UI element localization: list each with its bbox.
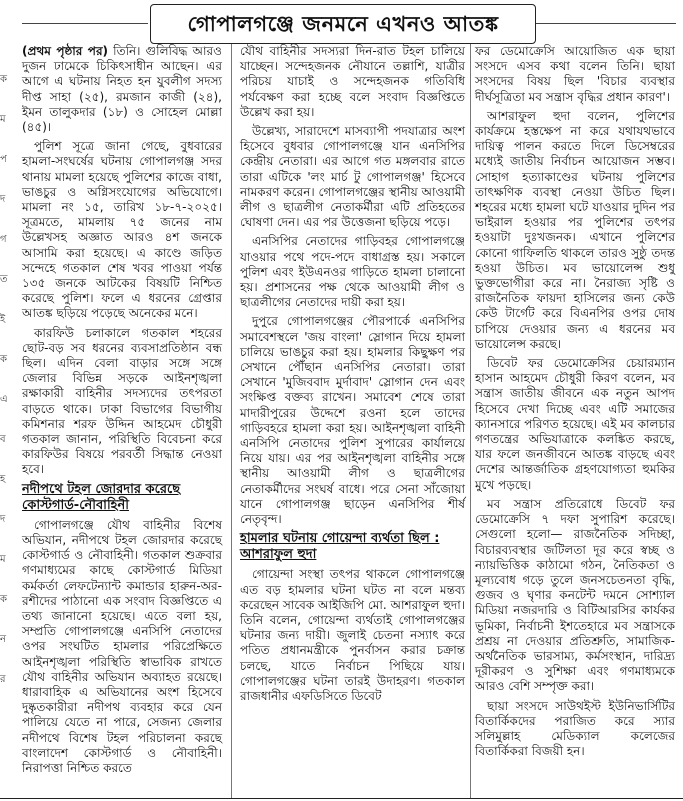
paragraph: এনসিপির নেতাদের গাড়িবহর গোপালগঞ্জে যাওয়ার পথে পদে-পদে বাধাগ্রস্ত হয়। সকালে পুলিশ এবং ইউএনওর গাড়িতে হামলা চালানো হয়। প্রশাসনের পক্ষ থেকে আওয়ামী লীগ ও ছাত্রলীগের নেতাদের দায়ী করা হয়। xyxy=(240,234,465,310)
subheading-line: আশরাফুল হুদা xyxy=(240,547,317,563)
edge-fragment: ব xyxy=(0,434,6,445)
paragraph: দুপুরে গোপালগঞ্জের পৌরপার্কে এনসিপির সমাবেশস্থলে 'জয় বাংলা' স্লোগান দিয়ে হামলা চালিয়ে ভাঙচুর করা হয়। হামলার কিছুক্ষণ পর সেখানে পৌঁছান এনসিপির নেতারা। তারা সেখানে 'মুজিববাদ মুর্দাবাদ' স্লোগান দেন এবং সংক্ষিপ্ত বক্তব্য রাখেন। সমাবেশ শেষে তারা মাদারীপুরের উদ্দেশে রওনা হলে তাদের গাড়িবহরে হামলা করা হয়। আইনশৃঙ্খলা বাহিনী এনসিপি নেতাদের পুলিশ সুপারের কার্যালয়ে নিয়ে যায়। এর পর আইনশৃঙ্খলা বাহিনীর সঙ্গে স্থানীয় আওয়ামী লীগ ও ছাত্রলীগের নেতাকর্মীদের সংঘর্ষ বাধে। পরে সেনা সাঁজোয়া যানে গোপালগঞ্জ ছাড়েন এনসিপির শীর্ষ নেতৃবৃন্দ। xyxy=(240,314,465,527)
edge-fragment: ক xyxy=(0,354,7,365)
paragraph: ফর ডেমোক্রেসি আয়োজিত এক ছায়া সংসদে এসব কথা বলেন তিনি। ছায়া সংসদের বিষয় ছিল 'বিচার ব্যবস্থার দীর্ঘসূত্রিতা মব সন্ত্রাস বৃদ্ধির প্রধান কারণ'। xyxy=(475,44,675,104)
column-divider-1 xyxy=(231,44,232,799)
edge-fragment: দ xyxy=(0,514,6,525)
edge-fragment: গ xyxy=(0,234,7,245)
paragraph: পুলিশ সূত্রে জানা গেছে, বুধবারের হামলা-সংঘর্ষের ঘটনায় গোপালগঞ্জ সদর থানায় মামলা হয়েছে পুলিশের কাজে বাধা, ভাঙচুর ও অগ্নিসংযোগের অভিযোগে। মামলা নং ১৫, তারিখ ১৮-৭-২০২৫। সূত্রমতে, মামলায় ৭৫ জনের নাম উল্লেখসহ অজ্ঞাত আরও ৪শ জনকে আসামি করা হয়েছে। এ কাণ্ডে জড়িত সন্দেহে গতকাল শেষ খবর পাওয়া পর্যন্ত ১৩৫ জনকে আটকের বিষয়টি নিশ্চিত করেছে পুলিশ। ফলে এ ধরনের গ্রেপ্তার আতঙ্ক ছড়িয়ে পড়েছে অনেকের মনে। xyxy=(22,139,222,321)
paragraph: গোয়েন্দা সংস্থা তৎপর থাকলে গোপালগঞ্জে এত বড় হামলার ঘটনা ঘটত না বলে মন্তব্য করেছেন সাবেক আইজিপি মো. আশরাফুল হুদা। তিনি বলেন, গোয়েন্দা ব্যর্থতাই গোপালগঞ্জের ঘটনার জন্য দায়ী। জুলাই চেতনা নস্যাৎ করে পতিত প্রধানমন্ত্রীকে পুনর্বাসন করার চক্রান্ত চলছে, যাতে নির্বাচন পিছিয়ে যায়। গোপালগঞ্জের ঘটনা তারই উদাহরণ। গতকাল রাজধানীর এফডিসিতে ডিবেট xyxy=(240,567,465,703)
headline-rule-left xyxy=(22,23,148,24)
paragraph-text: তিনি। গুলিবিদ্ধ আরও দুজন ঢামেকে চিকিৎসাধীন আছেন। এর আগে এ ঘটনায় নিহত হন যুবলীগ সদস্য দীপ্ত সাহা (২৫), রমজান কাজী (২৪), ইমন তালুকদার (১৮) ও সোহেল মোল্লা (৪৫)। xyxy=(22,44,222,135)
bottom-rule xyxy=(0,798,683,799)
column-divider-2 xyxy=(470,44,471,799)
edge-fragment: ক xyxy=(0,74,7,85)
paragraph: যৌথ বাহিনীর সদস্যরা দিন-রাত টহল চালিয়ে যাচ্ছেন। সন্দেহজনক নৌযানে তল্লাশি, যাত্রীর পরিচয় যাচাই ও সন্দেহজনক গতিবিধি পর্যবেক্ষণ করা হচ্ছে বলে সংবাদ বিজ্ঞপ্তিতে উল্লেখ করা হয়। xyxy=(240,44,465,119)
edge-fragment: ই xyxy=(0,314,6,325)
headline-rule-right xyxy=(536,23,676,24)
paragraph: ডিবেট ফর ডেমোক্রেসির চেয়ারম্যান হাসান আহমেদ চৌধুরী কিরণ বলেন, মব সন্ত্রাস জাতীয় জীবনে এক নতুন আপদ হিসেবে দেখা দিচ্ছে এবং এটি সমাজের ক্যানসারে পরিণত হয়েছে। এই মব কালচার গণতন্ত্রের অভিযাত্রাকে কলঙ্কিত করছে, যার ফলে জনজীবনে আতঙ্ক বাড়ছে এবং দেশের আন্তর্জাতিক গ্রহণযোগ্যতা হুমকির মুখে পড়ছে। xyxy=(475,356,675,492)
edge-fragment: ক xyxy=(0,594,7,605)
subheading-line: কোস্টগার্ড-নৌবাহিনী xyxy=(22,497,129,513)
continuation-lead: (প্রথম পৃষ্ঠার পর) xyxy=(22,44,109,58)
paragraph: ছায়া সংসদে সাউথইস্ট ইউনিভার্সিটির বিতার্কিকদের পরাজিত করে স্যার সলিমুল্লাহ মেডিক্যাল কলেজের বিতার্কিকরা বিজয়ী হন। xyxy=(475,698,675,759)
edge-fragment: ত xyxy=(0,274,8,285)
paragraph: মব সন্ত্রাস প্রতিরোধে ডিবেট ফর ডেমোক্রেসি ৭ দফা সুপারিশ করেছে। সেগুলো হলো— রাজনৈতিক সদিচ্ছা, বিচারব্যবস্থার জটিলতা দূর করে স্বচ্ছ ও ন্যায়ভিত্তিক কাঠামো গঠন, নৈতিকতা ও মূল্যবোধ গড়ে তুলে জনসচেতনতা বৃদ্ধি, গুজব ও ঘৃণার কনটেন্ট দমনে সোশ্যাল মিডিয়া নজরদারি ও বিটিআরসির কার্যকর ভূমিকা, নির্বাচনী ইশতেহারে মব সন্ত্রাসকে প্রশ্রয় না দেওয়ার প্রতিশ্রুতি, সামাজিক-অর্থনৈতিক ভারসাম্য, কর্মসংস্থান, দারিদ্র্য দূরীকরণ ও সুশিক্ষা এবং গণমাধ্যমকে আরও বেশি সম্পৃক্ত করা। xyxy=(475,496,675,694)
headline: গোপালগঞ্জে জনমনে এখনও আতঙ্ক xyxy=(150,4,536,44)
edge-fragment: দ xyxy=(0,194,6,205)
edge-fragment: হ xyxy=(0,474,6,485)
paragraph: আশরাফুল হুদা বলেন, পুলিশের কার্যক্রমে হস্তক্ষেপ না করে যথাযথভাবে দায়িত্ব পালন করতে দিলে ডিসেম্বরের মধ্যেই জাতীয় নির্বাচন আয়োজন সম্ভব। সোহাগ হত্যাকাণ্ডের ঘটনায় পুলিশের তাৎক্ষণিক ব্যবস্থা নেওয়া উচিত ছিল। শহরের মধ্যে হামলা ঘটে যাওয়ার দুদিন পর ভাইরাল হওয়ার পর পুলিশের তৎপর হওয়াটা দুঃখজনক। এখানে পুলিশের কোনো গাফিলতি থাকলে তারও সুষ্ঠু তদন্ত হওয়া উচিত। মব ভায়োলেন্স শুধু ভুক্তভোগীরা করে না। নৈরাজ্য সৃষ্টি ও রাজনৈতিক ফায়দা হাসিলের জন্য কেউ কেউ টার্গেট করে বিএনপির ওপর দোষ চাপিয়ে দেওয়ার জন্য এ ধরনের মব ভায়োলেন্স করছে। xyxy=(475,108,675,351)
subheading-coastguard xyxy=(22,482,222,514)
article-column-1 xyxy=(22,44,222,780)
edge-fragment: প xyxy=(0,154,7,165)
left-edge-fragments xyxy=(0,60,8,700)
paragraph xyxy=(22,44,222,135)
edge-fragment: ম xyxy=(0,554,6,565)
article-column-3 xyxy=(475,44,675,763)
subheading-line: হামলার ঘটনায় গোয়েন্দা ব্যর্থতা ছিল : xyxy=(240,531,440,547)
paragraph: কারফিউ চলাকালে গতকাল শহরের ছোট-বড় সব ধরনের ব্যবসাপ্রতিষ্ঠান বন্ধ ছিল। এদিন বেলা বাড়ার সঙ্গে সঙ্গে জেলার বিভিন্ন সড়কে আইনশৃঙ্খলা রক্ষাকারী বাহিনীর সদস্যদের তৎপরতা বাড়তে থাকে। ঢাকা বিভাগের বিভাগীয় কমিশনার শরফ উদ্দিন আহমেদ চৌধুরী গতকাল জানান, পরিস্থিতি বিবেচনা করে কারফিউর বিষয়ে পরবর্তী সিদ্ধান্ত নেওয়া হবে। xyxy=(22,325,222,477)
article-column-2 xyxy=(240,44,465,708)
edge-fragment: র xyxy=(0,674,6,685)
edge-fragment: ন xyxy=(0,634,6,645)
paragraph: উল্লেখ্য, সারাদেশে মাসব্যাপী পদযাত্রার অংশ হিসেবে বুধবার গোপালগঞ্জে যান এনসিপির কেন্দ্রীয় নেতারা। এর আগে গত মঙ্গলবার রাতে তারা এটিকে 'লং মার্চ টু গোপালগঞ্জ' হিসেবে নামকরণ করেন। গোপালগঞ্জের স্থানীয় আওয়ামী লীগ ও ছাত্রলীগ নেতাকর্মীরা এটি প্রতিহতের ঘোষণা দেন। এর পর উত্তেজনা ছড়িয়ে পড়ে। xyxy=(240,124,465,230)
edge-fragment: ম xyxy=(0,114,6,125)
subheading-intelligence-failure xyxy=(240,531,465,563)
paragraph: গোপালগঞ্জে যৌথ বাহিনীর বিশেষ অভিযান, নদীপথে টহল জোরদার করেছে কোস্টগার্ড ও নৌবাহিনী। গতকাল শুক্রবার গণমাধ্যমের কাছে কোস্টগার্ড মিডিয়া কর্মকর্তা লেফটেন্যান্ট কমান্ডার হারুন-অর-রশীদের পাঠানো এক সংবাদ বিজ্ঞপ্তিতে এ তথ্য জানানো হয়েছে। এতে বলা হয়, সম্প্রতি গোপালগঞ্জে এনসিপি নেতাদের ওপর সংঘটিত হামলার পরিপ্রেক্ষিতে আইনশৃঙ্খলা পরিস্থিতি স্বাভাবিক রাখতে যৌথ বাহিনীর অভিযান অব্যাহত রয়েছে। ধারাবাহিক এ অভিযানের অংশ হিসেবে দুষ্কৃতকারীরা নদীপথ ব্যবহার করে যেন পালিয়ে যেতে না পারে, সেজন্য জেলার নদীপথে বিশেষ টহল পরিচালনা করছে বাংলাদেশ কোস্টগার্ড ও নৌবাহিনী। নিরাপত্তা নিশ্চিত করতে xyxy=(22,517,222,775)
subheading-line: নদীপথে টহল জোরদার করেছে xyxy=(22,481,181,497)
edge-fragment: এ xyxy=(0,394,8,405)
